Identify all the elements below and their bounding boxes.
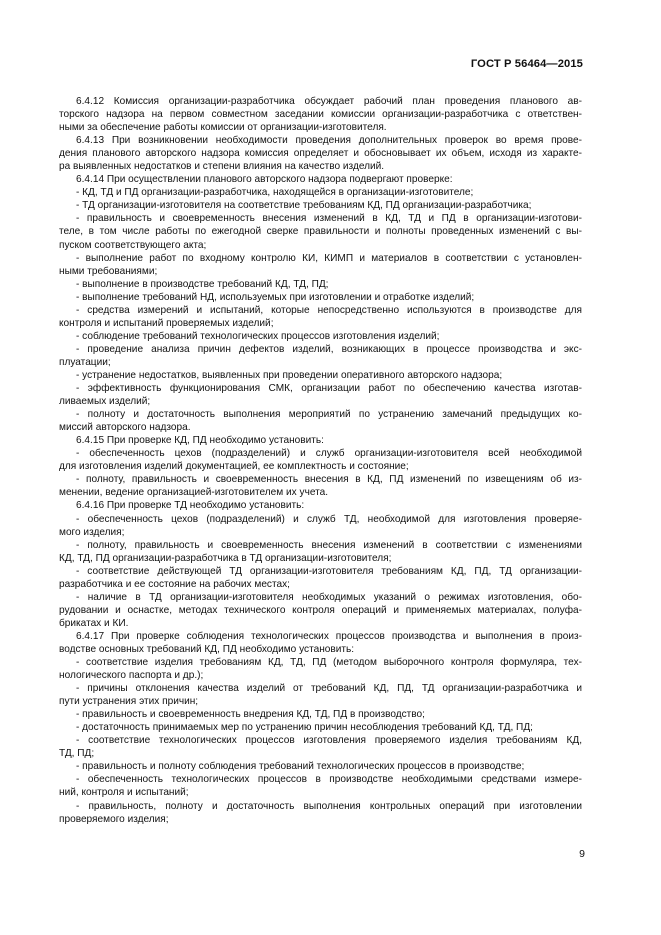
text-line: разработчика и ее состояние на рабочих местах; [59,578,290,590]
text-line: - правильность и своевременность внедрения КД, ТД, ПД в производство; [76,709,425,721]
text-line: - средства измерений и испытаний, которые непосредственно используются в производстве для [76,304,582,316]
text-line: - правильность и своевременность внесения изменений в КД, ТД и ПД в организации-изготови- [76,213,582,225]
text-line: нологического паспорта и др.); [59,670,204,682]
text-line: пуском соответствующего акта; [59,239,207,251]
text-line: 6.4.14 При осуществлении планового авторского надзора подвергают проверке: [76,174,453,186]
text-line: мого изделия; [59,526,125,538]
text-line: - обеспеченность технологических процессов в производстве необходимыми средствами измере- [76,774,582,786]
text-line: миссий авторского надзора. [59,422,191,434]
text-line: - обеспеченность цехов (подразделений) и служб ТД, необходимой для изготовления проверяе- [76,513,582,525]
text-line: - полноту, правильность и своевременность внесения в КД, ПД изменений по извещениям об из- [76,474,582,486]
text-line: 6.4.17 При проверке соблюдения технологических процессов производства и выполнения в произ- [76,630,582,642]
text-line: - достаточность принимаемых мер по устранению причин несоблюдения требований КД, ТД, ПД; [76,722,533,734]
text-line: ными требованиями; [59,265,158,277]
text-line: 6.4.15 При проверке КД, ПД необходимо установить: [76,435,324,447]
text-line: контроля и испытаний проверяемых изделий; [59,317,274,329]
text-line: - ТД организации-изготовителя на соответствие требованиям КД, ПД организации-разработчика; [76,200,532,212]
text-line: рудовании и оснастке, методах технического контроля операций и применяемых материалах, полуфа- [59,604,582,616]
text-line: пути устранения этих причин; [59,696,199,708]
text-line: 6.4.13 При возникновении необходимости проведения дополнительных проверок во время прове- [76,135,582,147]
text-line: - проведение анализа причин дефектов изделий, возникающих в процессе производства и экс- [76,343,582,355]
page-number: 9 [579,848,585,860]
text-line: торского надзора на первом совместном заседании комиссии организации-разработчика с ответствен- [59,109,582,121]
text-line: - полноту, правильность и своевременность внесения изменений в соответствии с изменениями [76,539,582,551]
body-text [59,95,582,826]
text-line: - соответствие технологических процессов изготовления проверяемого изделия требованиям КД, [76,735,582,747]
text-line: КД, ТД, ПД организации-разработчика в ТД организации-изготовителя; [59,552,392,564]
text-line: 6.4.12 Комиссия организации-разработчика обсуждает рабочий план проведения планового ав- [76,96,582,107]
text-line: - наличие в ТД организации-изготовителя необходимых указаний о режимах изготовления, обо- [76,591,582,603]
text-line: ТД, ПД; [59,748,95,760]
text-line: проверяемого изделия; [59,813,169,825]
text-line: для изготовления изделий документацией, ее комплектность и состояние; [59,461,409,473]
text-line: плуатации; [59,356,111,368]
text-line: ливаемых изделий; [59,396,151,408]
text-line: ными за обеспечение работы комиссии от организации-изготовителя. [59,122,387,134]
text-line: ний, контроля и испытаний; [59,787,189,799]
text-line: - выполнение работ по входному контролю КИ, КИМП и материалов в соответствии с установлен- [76,252,582,264]
text-line: ра выявленных недостатков и степени влияния на качество изделий. [59,161,385,173]
text-line: - причины отклонения качества изделий от требований КД, ПД, ТД организации-разработчика и [76,683,582,695]
text-line: - полноту и достаточность выполнения мероприятий по устранению замечаний предыдущих ко- [76,409,582,421]
text-line: - обеспеченность цехов (подразделений) и служб организации-изготовителя всей необходимой [76,448,582,460]
text-line: - соблюдение требований технологических процессов изготовления изделий; [76,330,440,342]
text-line: - правильность, полноту и достаточность выполнения контрольных операций при изготовлении [76,800,582,812]
text-line: менении, ведение организацией-изготовителем их учета. [59,487,329,499]
text-line: - эффективность функционирования СМК, организации работ по обеспечению качества изготав- [76,383,582,395]
text-line: - выполнение в производстве требований КД, ТД, ПД; [76,278,329,290]
text-line: - правильность и полноту соблюдения требований технологических процессов в производстве; [76,761,525,773]
text-line: - устранение недостатков, выявленных при проведении оперативного авторского надзора; [76,369,503,381]
text-line: водстве основных требований КД, ПД необходимо установить: [59,643,355,655]
text-line: - соответствие изделия требованиям КД, ТД, ПД (методом выборочного контроля формуляра, тех- [76,657,582,669]
text-line: брикатах и КИ. [59,617,129,629]
text-line: теле, в том числе работы по ежегодной сверке правильности и полноты проведенных изменений с вы- [59,226,582,238]
text-line: дения планового авторского надзора комиссия определяет и обосновывает их объем, исходя из характе- [59,148,582,160]
text-line: - КД, ТД и ПД организации-разработчика, находящейся в организации-изготовителе; [76,187,474,199]
text-line: - выполнение требований НД, используемых при изготовлении и отработке изделий; [76,291,475,303]
text-line: - соответствие действующей ТД организации-изготовителя требованиям КД, ПД, ТД организации- [76,565,582,577]
text-line: 6.4.16 При проверке ТД необходимо установить: [76,500,305,512]
document-code-header: ГОСТ Р 56464—2015 [470,58,583,70]
